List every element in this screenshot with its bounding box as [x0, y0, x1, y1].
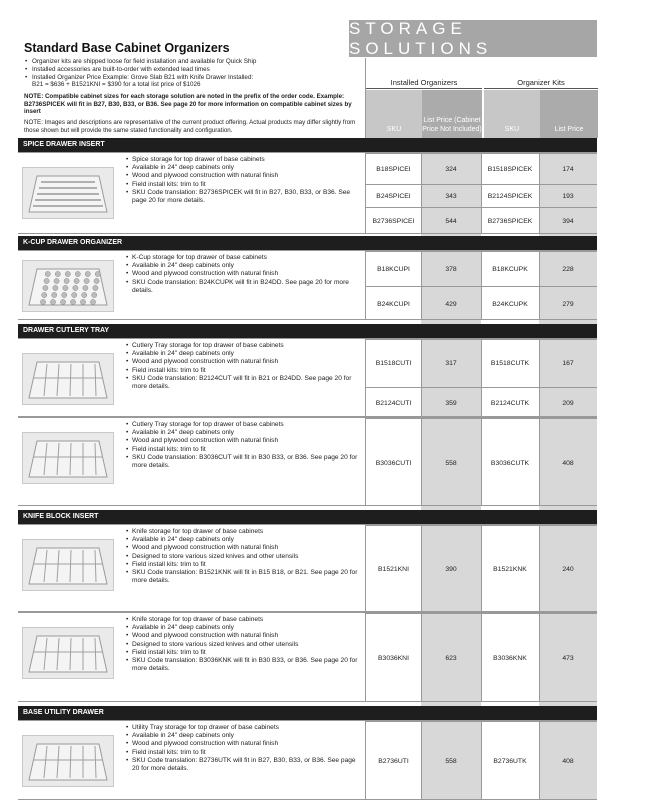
- description-bullet: • Field install kits: trim to fit: [125, 367, 361, 375]
- installed-list-price: 378: [445, 265, 457, 273]
- kit-list-price: 209: [562, 399, 574, 407]
- description-bullet: • Wood and plywood construction with natural finish: [125, 270, 361, 278]
- description-bullet: • Designed to store various sized knives and other utensils: [125, 553, 361, 561]
- description-bullet: • Field install kits: trim to fit: [125, 446, 361, 454]
- kit-sku: B1521KNK: [493, 566, 527, 573]
- product-description: [125, 254, 361, 295]
- organizer-kits-heading: Organizer Kits: [517, 78, 565, 87]
- section-header-bar: DRAWER CUTLERY TRAY: [18, 324, 597, 338]
- description-bullet: • K-Cup storage for top drawer of base cabinets: [125, 254, 361, 262]
- section-header-bar: SPICE DRAWER INSERT: [18, 138, 597, 152]
- price-row: [366, 525, 597, 613]
- description-bullet: • Wood and plywood construction with natural finish: [125, 632, 361, 640]
- price-row: [366, 387, 597, 418]
- intro-bullet-text-line2: B21 = $636 + B1521KNI = $390 for a total list price of $1026: [32, 81, 201, 89]
- kit-sku: B24KCUPK: [492, 300, 528, 308]
- description-bullet: • Designed to store various sized knives and other utensils: [125, 641, 361, 649]
- installed-sku: B1521KNI: [378, 566, 409, 573]
- installed-list-price: 390: [445, 566, 457, 573]
- kit-sku: B2124SPICEK: [487, 192, 533, 200]
- product-image: [22, 167, 114, 219]
- page-title: Standard Base Cabinet Organizers: [24, 41, 230, 55]
- product-description: [125, 156, 361, 205]
- organizer-illustration: [23, 354, 113, 404]
- installed-sku: B3036CUTI: [375, 459, 412, 467]
- price-row: [366, 153, 597, 184]
- installed-sku: B1518CUTI: [375, 360, 412, 367]
- kit-sku: B2736SPICEK: [487, 218, 533, 225]
- installed-sku: B18KCUPI: [377, 265, 410, 273]
- installed-heading-rule: [366, 88, 482, 89]
- intro-bullet: [24, 74, 364, 90]
- description-bullet: • SKU Code translation: B24KCUPK will fit in B24DD. See page 20 for more details.: [125, 279, 361, 295]
- description-bullet: • SKU Code translation: B2736UTK will fit in B27, B30, B33, or B36. See page 20 for more details.: [125, 757, 361, 773]
- description-bullet: • Available in 24" deep cabinets only: [125, 350, 361, 358]
- section-header-bar: KNIFE BLOCK INSERT: [18, 510, 597, 524]
- intro-bullet: [24, 58, 364, 66]
- product-description: [125, 421, 361, 470]
- description-bullet: • Knife storage for top drawer of base cabinets: [125, 528, 361, 536]
- intro-notes: [24, 58, 364, 134]
- description-bullet: • Field install kits: trim to fit: [125, 181, 361, 189]
- organizer-illustration: [23, 736, 113, 786]
- product-item: [18, 152, 597, 234]
- price-row: [366, 418, 597, 507]
- description-bullet: • Available in 24" deep cabinets only: [125, 624, 361, 632]
- description-bullet: • Available in 24" deep cabinets only: [125, 429, 361, 437]
- price-row: [366, 251, 597, 286]
- installed-list-price: 343: [445, 192, 457, 200]
- product-image: [22, 432, 114, 484]
- installed-list-price: 359: [445, 399, 457, 407]
- product-description: [125, 342, 361, 391]
- product-image: [22, 353, 114, 405]
- kit-list-price: 394: [562, 218, 574, 225]
- description-bullet: • Wood and plywood construction with natural finish: [125, 437, 361, 445]
- description-bullet: • Cutlery Tray storage for top drawer of base cabinets: [125, 342, 361, 350]
- organizer-illustration: [23, 628, 113, 678]
- product-image: [22, 735, 114, 787]
- price-row: [366, 207, 597, 235]
- description-bullet: • SKU Code translation: B2124CUT will fit in B21 or B24DD. See page 20 for more details.: [125, 375, 361, 391]
- installed-sku: B2736SPICEI: [372, 218, 415, 225]
- kit-list-price: 473: [562, 655, 574, 662]
- product-image: [22, 627, 114, 679]
- product-item: [18, 250, 597, 320]
- compatible-sizes-note: NOTE: Compatible cabinet sizes for each storage solution are noted in the prefix of the order code. Example: B2736SPICEK will fit in B27, B30, B33, or B36. See page 20 for more information on compatible cabinet sizes by insert: [24, 93, 352, 116]
- description-bullet: • Field install kits: trim to fit: [125, 649, 361, 657]
- description-bullet: • Available in 24" deep cabinets only: [125, 164, 361, 172]
- description-bullet: • SKU Code translation: B3036KNK will fit in B30 B33, or B36. See page 20 for more details.: [125, 657, 361, 673]
- description-bullet: • Wood and plywood construction with natural finish: [125, 172, 361, 180]
- installed-sku: B24KCUPI: [377, 300, 410, 308]
- intro-bullet: [24, 66, 364, 74]
- product-item: [18, 612, 597, 702]
- price-row: [366, 286, 597, 321]
- installed-sku: B3036KNI: [378, 655, 409, 662]
- product-image: [22, 260, 114, 312]
- product-item: [18, 417, 597, 506]
- kit-sku: B18KCUPK: [492, 265, 528, 273]
- price-row: [366, 721, 597, 801]
- kits-heading-rule: [484, 88, 598, 89]
- description-bullet: • Wood and plywood construction with natural finish: [125, 544, 361, 552]
- price-row: [366, 613, 597, 703]
- product-description: [125, 724, 361, 773]
- installed-sku: B2124CUTI: [375, 399, 412, 407]
- kit-sku-column-header: SKU: [484, 90, 540, 138]
- description-bullet: • Cutlery Tray storage for top drawer of base cabinets: [125, 421, 361, 429]
- installed-list-price: 623: [445, 655, 457, 662]
- image-disclaimer-note: NOTE: Images and descriptions are representative of the current product offering. Actual products may differ slightly from those shown but will provide the same stated functionality and configuration.: [24, 118, 356, 134]
- description-bullet: • Available in 24" deep cabinets only: [125, 732, 361, 740]
- installed-list-price: 317: [445, 360, 457, 367]
- storage-solutions-banner: STORAGE SOLUTIONS: [349, 20, 597, 57]
- kit-list-price: 279: [562, 300, 574, 308]
- organizer-illustration: [23, 540, 113, 590]
- kit-sku: B3036CUTK: [490, 459, 530, 467]
- section-header-bar: BASE UTILITY DRAWER: [18, 706, 597, 720]
- intro-bullet-text: Installed accessories are built-to-order with extended lead times: [32, 65, 210, 73]
- installed-list-price: 429: [445, 300, 457, 308]
- organizer-illustration: [23, 433, 113, 483]
- kit-list-price: 408: [562, 758, 574, 765]
- installed-list-price-column-header: List Price (Cabinet Price Not Included): [422, 90, 482, 138]
- kit-sku: B2124CUTK: [490, 399, 530, 407]
- installed-list-price: 324: [445, 165, 457, 173]
- price-row: [366, 339, 597, 387]
- product-description: [125, 616, 361, 673]
- intro-bullet-text: Installed Organizer Price Example: Grove Slab B21 with Knife Drawer Installed:: [32, 73, 254, 81]
- kit-list-price: 408: [562, 459, 574, 467]
- kit-sku: B1518SPICEK: [487, 165, 533, 173]
- intro-bullet-text: Organizer kits are shipped loose for field installation and available for Quick Ship: [32, 58, 257, 65]
- organizer-illustration: [23, 261, 113, 311]
- product-item: [18, 338, 597, 417]
- installed-sku: B24SPICEI: [376, 192, 411, 200]
- product-image: [22, 539, 114, 591]
- product-item: [18, 524, 597, 612]
- installed-list-price: 558: [445, 459, 457, 467]
- organizer-illustration: [23, 168, 113, 218]
- kit-sku: B3036KNK: [493, 655, 527, 662]
- installed-organizers-heading: Installed Organizers: [390, 78, 458, 87]
- sku-column-header: SKU: [366, 90, 422, 138]
- product-item: [18, 720, 597, 800]
- kit-list-price: 193: [562, 192, 574, 200]
- kit-sku: B1518CUTK: [490, 360, 530, 367]
- kit-list-price: 240: [562, 566, 574, 573]
- description-bullet: • SKU Code translation: B2736SPICEK will fit in B27, B30, B33, or B36. See page 20 for more details.: [125, 189, 361, 205]
- kit-list-price: 167: [562, 360, 574, 367]
- installed-list-price: 544: [445, 218, 457, 225]
- kit-list-price: 228: [562, 265, 574, 273]
- description-bullet: • Field install kits: trim to fit: [125, 561, 361, 569]
- description-bullet: • Wood and plywood construction with natural finish: [125, 358, 361, 366]
- installed-sku: B18SPICEI: [376, 165, 411, 173]
- description-bullet: • Available in 24" deep cabinets only: [125, 536, 361, 544]
- description-bullet: • Spice storage for top drawer of base cabinets: [125, 156, 361, 164]
- installed-sku: B2736UTI: [378, 758, 409, 765]
- description-bullet: • Knife storage for top drawer of base cabinets: [125, 616, 361, 624]
- product-description: [125, 528, 361, 585]
- kit-list-price-column-header: List Price: [540, 90, 598, 138]
- description-bullet: • Available in 24" deep cabinets only: [125, 262, 361, 270]
- description-bullet: • Field install kits: trim to fit: [125, 749, 361, 757]
- description-bullet: • SKU Code translation: B1521KNK will fit in B15 B18, or B21. See page 20 for more details.: [125, 569, 361, 585]
- kit-list-price: 174: [562, 165, 574, 173]
- description-bullet: • SKU Code translation: B3036CUT will fit in B30 B33, or B36. See page 20 for more details.: [125, 454, 361, 470]
- kit-sku: B2736UTK: [493, 758, 527, 765]
- section-header-bar: K-CUP DRAWER ORGANIZER: [18, 236, 597, 250]
- description-bullet: • Wood and plywood construction with natural finish: [125, 740, 361, 748]
- installed-list-price: 558: [445, 758, 457, 765]
- price-table-header: [365, 58, 598, 138]
- price-row: [366, 184, 597, 207]
- description-bullet: • Utility Tray storage for top drawer of base cabinets: [125, 724, 361, 732]
